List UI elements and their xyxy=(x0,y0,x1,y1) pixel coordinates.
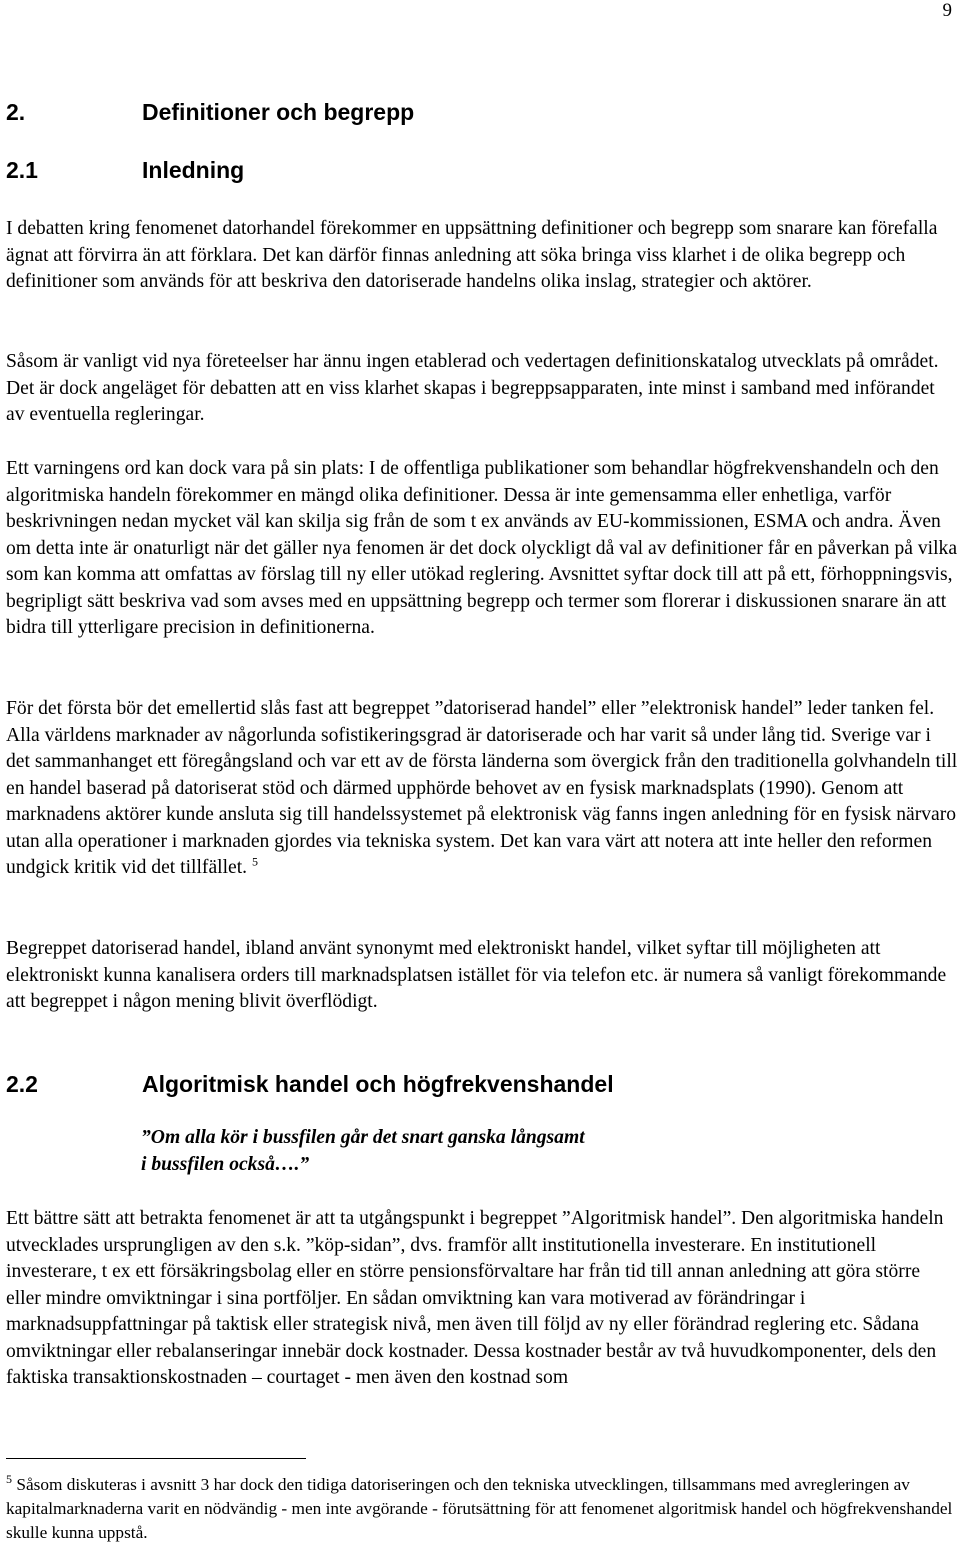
footnote xyxy=(6,1473,956,1545)
footnote-reference: 5 xyxy=(251,854,258,869)
section-title: Inledning xyxy=(142,157,245,183)
paragraph-algorithmic-trading: Ett bättre sätt att betrakta fenomenet är att ta utgångspunkt i begreppet ”Algoritmisk handel”. Den algoritmiska handeln utvecklades ursprungligen av den s.k. ”köp-sidan”, dvs. framför allt institutionella investerare. En institutionell investerare, t ex ett försäkringsbolag eller en större pensionsförvaltare har från tid till annan anledning att göra större eller mindre omviktningar i sina portföljer. En sådan omviktning kan vara motiverad av förändringar i marknadsuppfattningar på taktisk eller strategisk nivå, men även till följd av ny eller förändrad reglering etc. Sådana omviktningar eller rebalanseringar innebär dock kostnader. Dessa kostnader består av två huvudkomponenter, dels den faktiska transaktionskostnaden – courtaget - men även den kostnad som xyxy=(6,1208,944,1388)
page-number: 9 xyxy=(942,0,952,21)
epigraph-quote xyxy=(141,1125,741,1178)
footnote-number: 5 xyxy=(6,1472,12,1487)
section-number: 2. xyxy=(6,99,26,125)
quote-line: ”Om alla kör i bussfilen går det snart ganska långsamt xyxy=(141,1127,585,1148)
footnote-separator xyxy=(6,1458,306,1459)
quote-line: i bussfilen också….” xyxy=(141,1153,310,1175)
paragraph-electronic-trading: Begreppet datoriserad handel, ibland använt synonymt med elektroniskt handel, vilket syftar till möjligheten att elektroniskt kunna kanalisera orders till marknadsplatsen istället för via telefon etc. är numera så vanligt förekommande att begreppet i någon mening blivit överflödigt. xyxy=(6,938,947,1012)
footnote-text: Såsom diskuteras i avsnitt 3 har dock den tidiga datoriseringen och den tekniska utvecklingen, tillsammans med avregleringen av kapitalmarknaderna varit en nödvändig - men inte avgörande - förutsättning för att fenomenet algoritmisk handel och högfrekvenshandel skulle kunna uppstå. xyxy=(6,1475,953,1542)
paragraph-intro: I debatten kring fenomenet datorhandel förekommer en uppsättning definitioner och begrepp som snarare kan förefalla ägnat att förvirra än att förklara. Det kan därför finnas anledning att söka bringa viss klarhet i de olika begrepp och definitioner som används för att beskriva den datoriserade handelns olika inslag, strategier och aktörer. xyxy=(6,218,938,292)
paragraph-warning: Ett varningens ord kan dock vara på sin plats: I de offentliga publikationer som behandlar högfrekvenshandeln och den algoritmiska handeln förekommer en mängd olika definitioner. Dessa är inte gemensamma eller enhetliga, varför beskrivningen nedan mycket väl kan skilja sig från de som t ex används av EU-kommissionen, ESMA och andra. Även om detta inte är onaturligt när det gäller nya fenomen är det dock olyckligt då val av definitioner får en påverkan på vilka som kan komma att omfattas av förslag till ny eller utökad reglering. Avsnittet syftar dock till att på ett, förhoppningsvis, begripligt sätt beskriva vad som avses med en uppsättning begrepp och termer som florerar i diskussionen snarare än att bidra till ytterligare precision in definitionerna. xyxy=(6,458,958,638)
section-title: Definitioner och begrepp xyxy=(142,99,415,125)
section-number: 2.2 xyxy=(6,1071,38,1097)
section-title: Algoritmisk handel och högfrekvenshandel xyxy=(142,1071,614,1097)
section-number: 2.1 xyxy=(6,157,38,183)
section-heading-2-1 xyxy=(6,156,244,184)
paragraph-text: För det första bör det emellertid slås fast att begreppet ”datoriserad handel” eller ”elektronisk handel” leder tanken fel. Alla världens marknader av någorlunda sofistikeringsgrad är datoriserade och har varit så under lång tid. Sverige var i det sammanhanget ett föregångsland och var ett av de första länderna som övergick från den traditionella golvhandeln till en handel baserad på datoriserat stöd och därmed upphörde behovet av en fysisk marknadsplats (1990). Genom att marknadens aktörer kunde ansluta sig till handelssystemet på elektronisk väg fanns ingen anledning för en fysisk närvaro utan alla operationer i marknaden gjordes via tekniska system. Det kan vara värt att notera att inte heller den reformen undgick kritik vid det tillfället. xyxy=(6,698,958,878)
paragraph-definition-catalog: Såsom är vanligt vid nya företeelser har ännu ingen etablerad och vedertagen definitionskatalog utvecklats på området. Det är dock angeläget för debatten att en viss klarhet skapas i begreppsapparaten, inte minst i samband med införandet av eventuella regleringar. xyxy=(6,351,939,425)
section-heading-2-2 xyxy=(6,1070,614,1098)
paragraph-computerized-trading xyxy=(6,696,958,882)
section-heading-2 xyxy=(6,98,414,126)
